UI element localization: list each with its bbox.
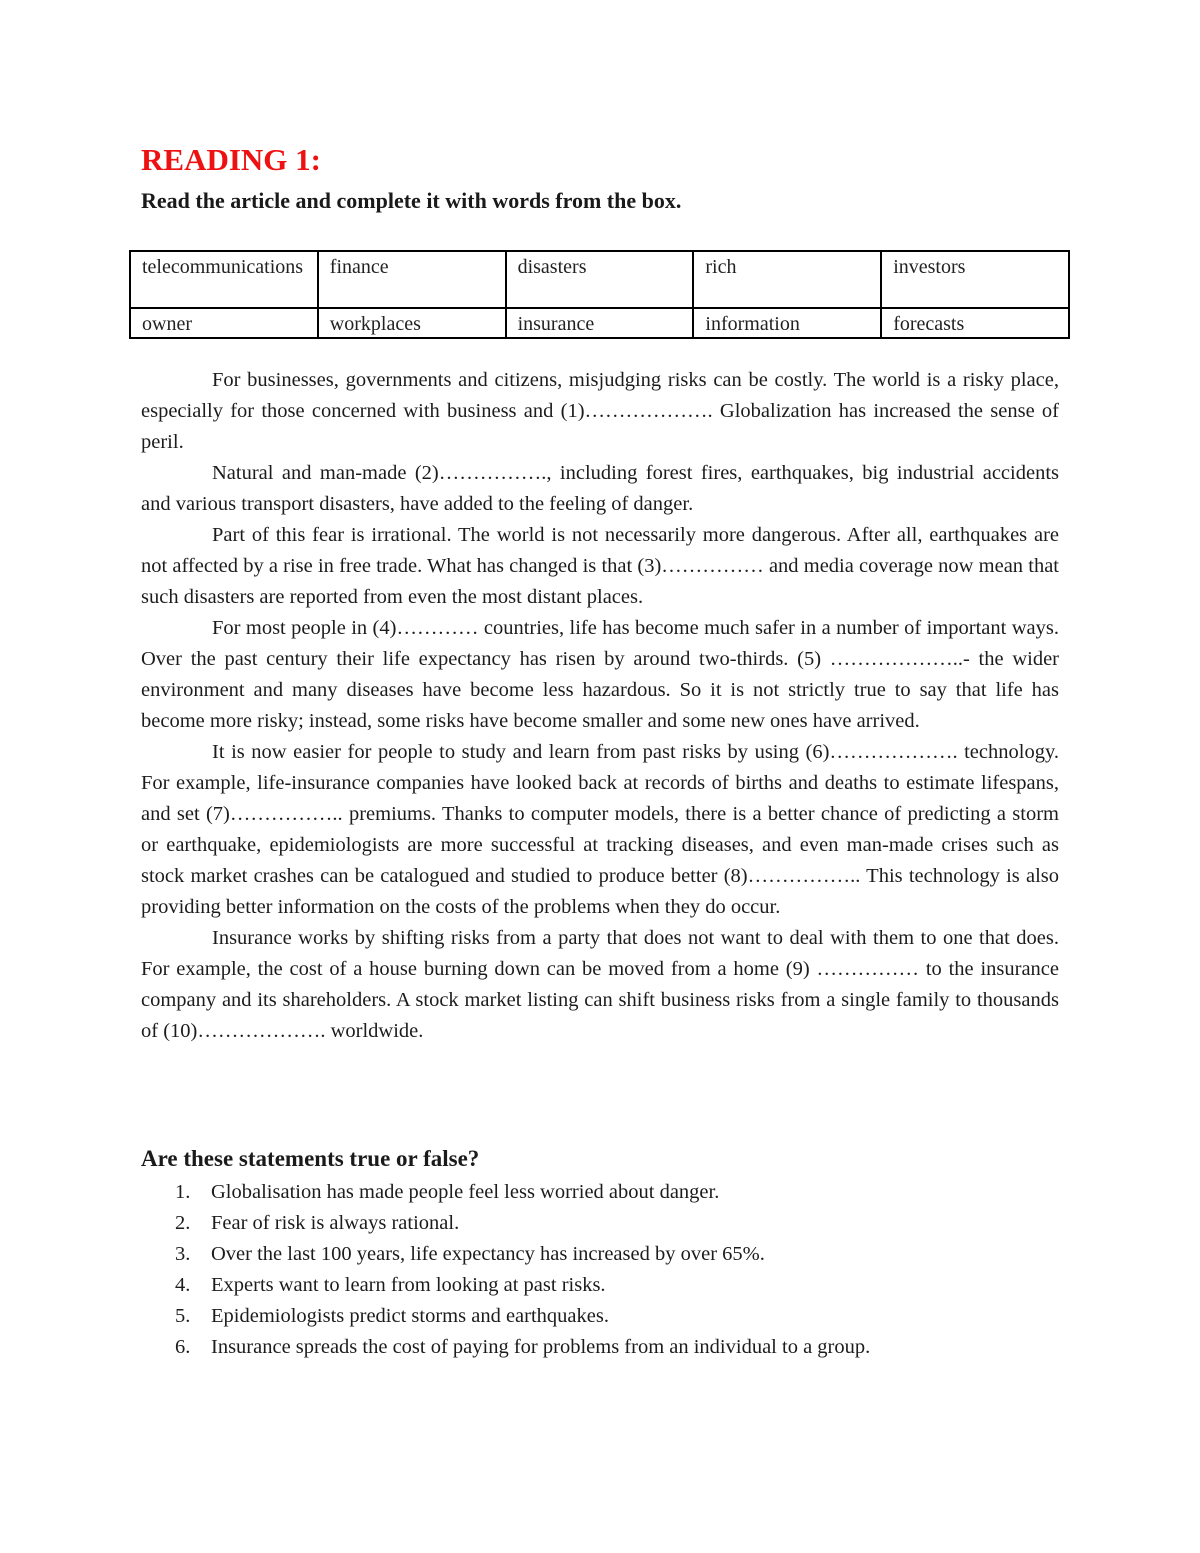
article-body (141, 365, 1059, 1047)
article-paragraph: For businesses, governments and citizens, misjudging risks can be costly. The world is a risky place, especially for those concerned with business and (1)………………. Globalization has increased the sense of peril. (141, 369, 1059, 453)
statement-text: Fear of risk is always rational. (211, 1212, 460, 1234)
article-paragraph: Insurance works by shifting risks from a party that does not want to deal with them to one that does. For example, the cost of a house burning down can be moved from a home (9) …………… to the insurance company and its shareholders. A stock market listing can shift business risks from a single family to thousands of (10)………………. worldwide. (141, 927, 1059, 1042)
word-box-cell: investors (881, 251, 1069, 308)
word-box-row (130, 308, 1069, 338)
statement-number: 4. (175, 1274, 191, 1296)
statement-number: 5. (175, 1305, 191, 1327)
article-paragraph: It is now easier for people to study and learn from past risks by using (6)………………. technology. For example, life-insurance companies have looked back at records of births and deaths to estimate lifespans, and set (7)…………….. premiums. Thanks to computer models, there is a better chance of predicting a storm or earthquake, epidemiologists are more successful at tracking diseases, and even man-made crises such as stock market crashes can be catalogued and studied to produce better (8)…………….. This technology is also providing better information on the costs of the problems when they do occur. (141, 741, 1059, 918)
statement-item (141, 1177, 1061, 1208)
true-false-title: Are these statements true or false? (141, 1146, 480, 1171)
word-box-cell: forecasts (881, 308, 1069, 338)
statement-number: 2. (175, 1212, 191, 1234)
word-box-cell: finance (318, 251, 506, 308)
statement-text: Experts want to learn from looking at past risks. (211, 1274, 606, 1296)
statement-text: Globalisation has made people feel less worried about danger. (211, 1181, 720, 1203)
word-box-cell: insurance (506, 308, 694, 338)
statement-number: 6. (175, 1336, 191, 1358)
reading-heading: READING 1: (141, 142, 321, 177)
statement-list (141, 1177, 1061, 1363)
word-box-cell: rich (693, 251, 881, 308)
word-box-cell: owner (130, 308, 318, 338)
statement-text: Insurance spreads the cost of paying for problems from an individual to a group. (211, 1336, 871, 1358)
word-box-cell: disasters (506, 251, 694, 308)
statement-item (141, 1239, 1061, 1270)
statement-text: Epidemiologists predict storms and earthquakes. (211, 1305, 609, 1327)
word-box-cell: telecommunications (130, 251, 318, 308)
word-box-cell: workplaces (318, 308, 506, 338)
statement-text: Over the last 100 years, life expectancy has increased by over 65%. (211, 1243, 765, 1265)
statement-number: 1. (175, 1181, 191, 1203)
statement-item (141, 1332, 1061, 1363)
article-paragraph: For most people in (4)………… countries, life has become much safer in a number of important ways. Over the past century their life expectancy has risen by around two-thirds. (5) ………………..- the wider environment and many diseases have become less hazardous. So it is not strictly true to say that life has become more risky; instead, some risks have become smaller and some new ones have arrived. (141, 617, 1059, 732)
word-box-row (130, 251, 1069, 308)
statement-item (141, 1270, 1061, 1301)
statement-item (141, 1208, 1061, 1239)
article-paragraph: Part of this fear is irrational. The world is not necessarily more dangerous. After all, earthquakes are not affected by a rise in free trade. What has changed is that (3)…………… and media coverage now mean that such disasters are reported from even the most distant places. (141, 524, 1059, 608)
task-instruction: Read the article and complete it with words from the box. (141, 188, 682, 213)
word-box-cell: information (693, 308, 881, 338)
article-paragraph: Natural and man-made (2)……………., including forest fires, earthquakes, big industrial accidents and various transport disasters, have added to the feeling of danger. (141, 462, 1059, 515)
statement-number: 3. (175, 1243, 191, 1265)
statement-item (141, 1301, 1061, 1332)
word-box-table (129, 250, 1070, 339)
